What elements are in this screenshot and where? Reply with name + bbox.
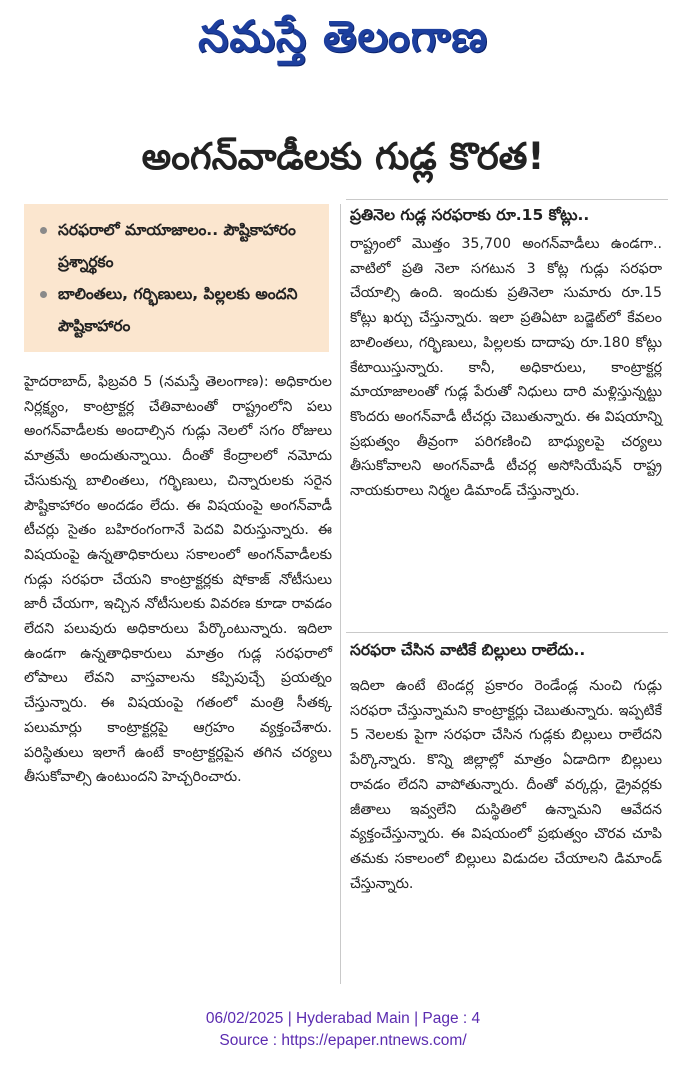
page-footer bbox=[0, 1008, 686, 1052]
section-divider bbox=[346, 632, 668, 633]
highlight-text: బాలింతలు, గర్భిణులు, పిల్లలకు అందని పౌష్టికాహారం bbox=[58, 285, 298, 335]
subheading: ప్రతినెల గుడ్ల సరఫరాకు రూ.15 కోట్లు.. bbox=[350, 206, 590, 224]
article-body-right-2 bbox=[350, 674, 662, 896]
body-paragraph: రాష్ట్రంలో మొత్తం 35,700 అంగన్‌వాడీలు ఉండగా.. వాటిలో ప్రతి నెలా సగటున 3 కోట్ల గుడ్లు సరఫరా చేయాల్సి ఉంది. ఇందుకు ప్రతినెలా సుమారు రూ.15 కోట్లు ఖర్చు చేస్తున్నారు. ఇలా ప్రతిఏటా బడ్జెట్‌లో కేవలం బాలింతలు, గర్భిణులు, పిల్లలకు దాదాపు రూ.180 కోట్లు కేటాయిస్తున్నారు. కానీ, అధికారులు, కాంట్రాక్టర్ల మాయాజాలంతో గుడ్ల పేరుతో నిధులు దారి మళ్లిస్తున్నట్టు కొందరు అంగన్‌వాడీ టీచర్లు చెబుతున్నారు. ఈ విషయాన్ని ప్రభుత్వం తీవ్రంగా పరిగణించి బాధ్యులపై చర్యలు తీసుకోవాలని అంగన్‌వాడీ టీచర్ల అసోసియేషన్ రాష్ట్ర నాయకురాలు నిర్మల డిమాండ్ చేస్తున్నారు. bbox=[350, 236, 662, 500]
article-headline: అంగన్‌వాడీలకు గుడ్ల కొరత! bbox=[141, 135, 545, 178]
source-link[interactable]: Source : https://epaper.ntnews.com/ bbox=[219, 1032, 467, 1049]
column-divider bbox=[340, 204, 341, 984]
edition-info: 06/02/2025 | Hyderabad Main | Page : 4 bbox=[205, 1010, 481, 1027]
bullet-icon bbox=[40, 291, 47, 298]
highlight-item bbox=[40, 214, 319, 278]
highlight-text: సరఫరాలో మాయాజాలం.. పౌష్టికాహారం ప్రశ్నార్థకం bbox=[58, 221, 296, 271]
subheading: సరఫరా చేసిన వాటికే బిల్లులు రాలేదు.. bbox=[350, 641, 586, 659]
body-paragraph: హైదరాబాద్, ఫిబ్రవరి 5 (నమస్తే తెలంగాణ): అధికారుల నిర్లక్ష్యం, కాంట్రాక్టర్ల చేతివాటంతో రాష్ట్రంలోని పలు అంగన్‌వాడీలకు అందాల్సిన గుడ్లు నెలలో సగం రోజులు మాత్రమే అందుతున్నాయి. దీంతో కేంద్రాలలో నమోదు చేసుకున్న బాలింతలు, గర్భిణులు, చిన్నారులకు సరైన పౌష్టికాహారం అందడం లేదు. ఈ విషయంపై అంగన్‌వాడీ టీచర్లు సైతం బహిరంగంగానే పెదవి విరుస్తున్నారు. ఈ విషయంపై ఉన్నతాధికారులు సకాలంలో అంగన్‌వాడీలకు గుడ్లు సరఫరా చేయని కాంట్రాక్టర్లకు షోకాజ్ నోటీసులు జారీ చేయగా, ఇచ్చిన నోటీసులకు వివరణ కూడా రావడం లేదని పలువురు అధికారులు పేర్కొంటున్నారు. ఇదిలా ఉండగా ఉన్నతాధికారులు మాత్రం గుడ్ల సరఫరాలో లోపాలు లేవని వాస్తవాలను కప్పిపుచ్చే ప్రయత్నం చేస్తున్నారు. ఈ విషయంపై గతంలో మంత్రి సీతక్క పలుమార్లు కాంట్రాక్టర్లపై ఆగ్రహం వ్యక్తంచేశారు. పరిస్థితులు ఇలాగే ఉంటే కాంట్రాక్టర్లపైన తగిన చర్యలు తీసుకోవాల్సి ఉంటుందని హెచ్చరించారు. bbox=[24, 374, 332, 786]
newspaper-logo: నమస్తే తెలంగాణ bbox=[198, 12, 488, 62]
masthead bbox=[0, 6, 686, 68]
highlights-box bbox=[24, 204, 329, 352]
article-body-right-1 bbox=[350, 232, 662, 504]
highlight-item bbox=[40, 278, 319, 342]
section-divider bbox=[346, 199, 668, 200]
body-paragraph: ఇదిలా ఉంటే టెండర్ల ప్రకారం రెండేండ్ల నుంచి గుడ్లు సరఫరా చేస్తున్నామని కాంట్రాక్టర్లు చెబుతున్నారు. ఇప్పటికే 5 నెలలకు పైగా సరఫరా చేసిన గుడ్లకు బిల్లులు రాలేదని పేర్కొన్నారు. కొన్ని జిల్లాల్లో మాత్రం ఏడాదిగా బిల్లులు రావడం లేదని వాపోతున్నారు. దీంతో వర్కర్లు, డ్రైవర్లకు జీతాలు ఇవ్వలేని దుస్థితిలో ఉన్నామని ఆవేదన వ్యక్తంచేస్తున్నారు. ఈ విషయంలో ప్రభుత్వం చొరవ చూపి తమకు సకాలంలో బిల్లులు విడుదల చేయాలని డిమాండ్ చేస్తున్నారు. bbox=[350, 678, 662, 892]
article-body-left bbox=[24, 370, 332, 790]
bullet-icon bbox=[40, 227, 47, 234]
